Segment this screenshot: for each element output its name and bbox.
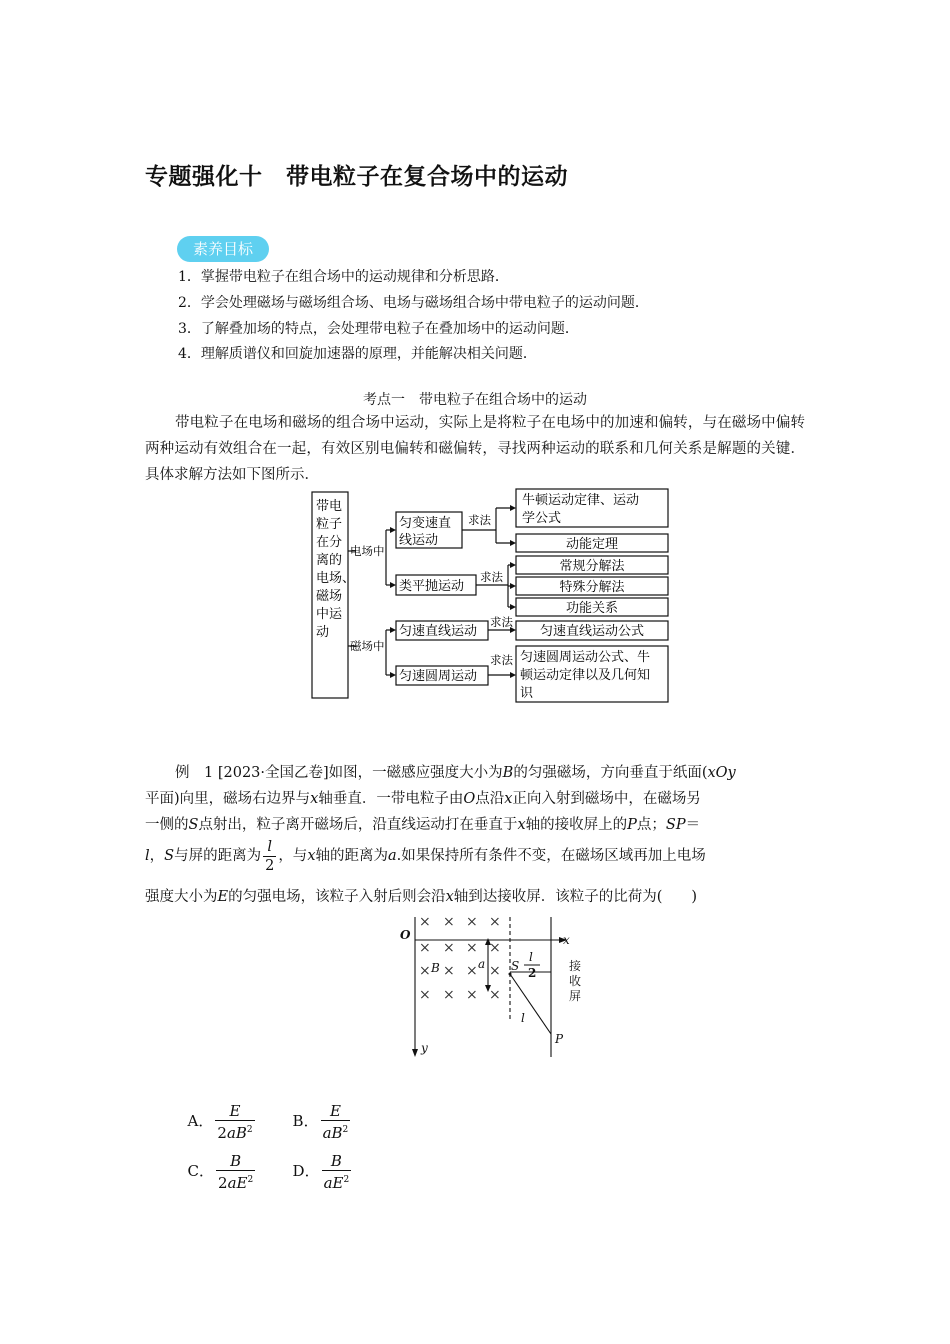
- option-b[interactable]: B． $\frac{E}{aB^2}$: [292, 1102, 349, 1142]
- flow-root-line: 离的: [316, 553, 343, 568]
- flow-qiufa: 求法: [490, 615, 513, 629]
- svg-text:×: ×: [419, 914, 431, 930]
- svg-text:×: ×: [466, 987, 478, 1003]
- svg-text:×: ×: [419, 963, 431, 979]
- intro-paragraph: 带电粒子在电场和磁场的组合场中运动，实际上是将粒子在电场中的加速和偏转，与在磁场中偏转两种运动有效组合在一起，有效区别电偏转和磁偏转，寻找两种运动的联系和几何关系是解题的关键．具体求解方法如下图所示．: [145, 415, 805, 483]
- flow-r5: 功能关系: [565, 601, 619, 616]
- label-screen: 屏: [569, 989, 582, 1003]
- flow-electric-label: 电场中: [350, 544, 385, 558]
- option-a[interactable]: A． $\frac{E}{2aB^2}$: [187, 1102, 253, 1142]
- svg-text:×: ×: [443, 914, 455, 930]
- label-screen: 收: [569, 974, 582, 988]
- flow-magnetic-label: 磁场中: [350, 639, 385, 653]
- flow-root-line: 带电: [316, 499, 343, 514]
- flow-m1: 线运动: [399, 533, 439, 548]
- flow-qiufa: 求法: [490, 653, 513, 667]
- label-a: a: [478, 957, 486, 971]
- svg-text:×: ×: [489, 914, 501, 930]
- flow-root-line: 中运: [316, 607, 343, 622]
- method-flowchart: [300, 484, 680, 706]
- label-screen: 接: [569, 959, 582, 973]
- flow-root-line: 在分: [316, 535, 343, 550]
- example-line: 一侧的S点射出，粒子离开磁场后，沿直线运动打在垂直于x轴的接收屏上的P点；SP＝: [145, 817, 701, 833]
- svg-text:×: ×: [466, 963, 478, 979]
- flow-qiufa: 求法: [480, 570, 503, 584]
- flow-m3: 匀速直线运动: [399, 624, 478, 639]
- label-P: P: [555, 1032, 564, 1046]
- flow-root-line: 粒子: [316, 517, 343, 532]
- svg-text:×: ×: [419, 987, 431, 1003]
- fraction-l-over-2: $\frac{l}{2}$: [265, 838, 275, 874]
- goal-item: 2．学会处理磁场与磁场组合场、电场与磁场组合场中带电粒子的运动问题．: [178, 295, 649, 311]
- svg-text:×: ×: [466, 940, 478, 956]
- svg-text:×: ×: [466, 914, 478, 930]
- label-half-l-den: 2: [528, 966, 537, 980]
- goals-badge: 素养目标: [177, 236, 269, 262]
- svg-text:×: ×: [489, 987, 501, 1003]
- label-B: B: [431, 961, 440, 975]
- example-line: 强度大小为E的匀强电场，该粒子入射后则会沿x轴到达接收屏．该粒子的比荷为( ): [145, 889, 698, 905]
- label-half-l-num: l: [529, 950, 533, 964]
- option-d[interactable]: D． $\frac{B}{aE^2}$: [292, 1152, 350, 1192]
- flow-r3: 常规分解法: [559, 559, 625, 574]
- flow-r7: 匀速圆周运动公式、牛: [520, 650, 651, 665]
- example-line: l，S与屏的距离为 $\frac{l}{2}$ ，与x轴的距离为a.如果保持所有条件不变，在磁场区域再加上电场: [145, 838, 706, 874]
- flow-r7: 识: [520, 686, 534, 701]
- svg-text:×: ×: [443, 987, 455, 1003]
- section-title: 考点一 带电粒子在组合场中的运动: [363, 392, 587, 408]
- flow-r6: 匀速直线运动公式: [539, 624, 645, 639]
- option-c[interactable]: C． $\frac{B}{2aE^2}$: [187, 1152, 254, 1192]
- flow-root-line: 电场、: [316, 571, 356, 586]
- flow-qiufa: 求法: [468, 513, 491, 527]
- flow-m2: 类平抛运动: [399, 579, 465, 594]
- svg-text:×: ×: [419, 940, 431, 956]
- flow-root-line: 磁场: [316, 589, 343, 604]
- label-x: x: [563, 933, 570, 947]
- flow-r4: 特殊分解法: [559, 580, 625, 595]
- goal-item: 4．理解质谱仪和回旋加速器的原理，并能解决相关问题．: [178, 346, 537, 362]
- svg-text:×: ×: [443, 940, 455, 956]
- example-line: 例 1 [2023·全国乙卷]如图，一磁感应强度大小为B的匀强磁场，方向垂直于纸面(xOy: [175, 765, 736, 781]
- example-line: 平面)向里，磁场右边界与x轴垂直．一带电粒子由O点沿x正向入射到磁场中，在磁场另: [145, 791, 701, 807]
- svg-text:×: ×: [489, 963, 501, 979]
- flow-root-line: 动: [316, 625, 330, 640]
- label-S: S: [511, 959, 520, 973]
- goal-item: 1．掌握带电粒子在组合场中的运动规律和分析思路．: [178, 269, 509, 285]
- svg-text:×: ×: [443, 963, 455, 979]
- label-O: O: [400, 928, 411, 942]
- flow-r1: 牛顿运动定律、运动: [522, 493, 640, 508]
- flow-r7: 顿运动定律以及几何知: [520, 668, 651, 683]
- flow-m1: 匀变速直: [399, 516, 452, 531]
- flow-m4: 匀速圆周运动: [399, 669, 478, 684]
- flow-r2: 动能定理: [565, 537, 619, 552]
- svg-text:×: ×: [489, 940, 501, 956]
- label-l: l: [521, 1011, 525, 1025]
- goal-item: 3．了解叠加场的特点，会处理带电粒子在叠加场中的运动问题．: [178, 321, 579, 337]
- flow-r1: 学公式: [522, 511, 562, 526]
- page-title: 专题强化十 带电粒子在复合场中的运动: [145, 164, 568, 190]
- physics-figure: [395, 912, 595, 1062]
- label-y: y: [421, 1041, 428, 1055]
